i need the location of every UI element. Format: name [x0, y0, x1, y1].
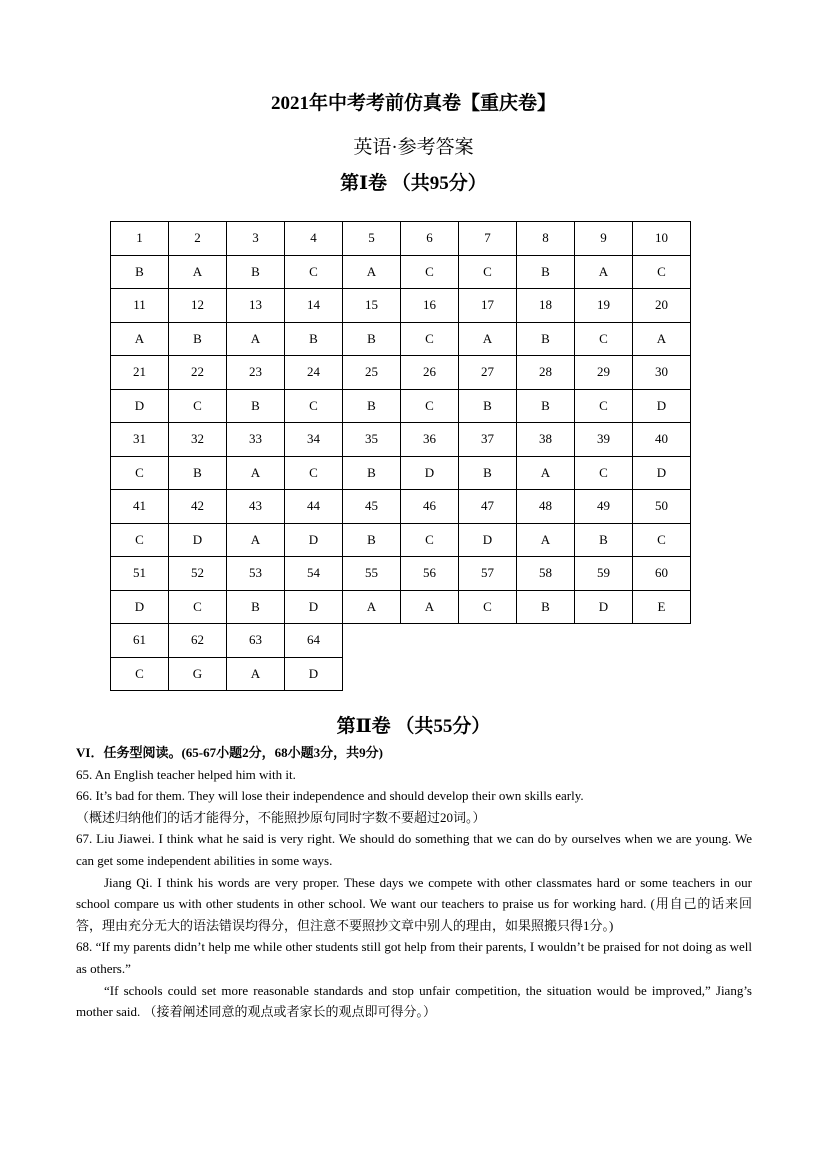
question-number-cell: 22: [169, 356, 227, 390]
question-number-cell: 30: [633, 356, 691, 390]
question-number-cell: 38: [517, 423, 575, 457]
question-number-row: [111, 557, 691, 591]
answer-cell: C: [285, 389, 343, 423]
answer-cell: B: [575, 523, 633, 557]
question-number-cell: 64: [285, 624, 343, 658]
question-number-cell: 10: [633, 222, 691, 256]
question-number-cell: 54: [285, 557, 343, 591]
answer-cell: C: [575, 456, 633, 490]
question-number-cell: 39: [575, 423, 633, 457]
question-number-cell: 24: [285, 356, 343, 390]
question-number-cell: 20: [633, 289, 691, 323]
answer-cell: C: [459, 590, 517, 624]
question-number-cell: 55: [343, 557, 401, 591]
answer-row: [111, 523, 691, 557]
answer-cell: B: [227, 590, 285, 624]
answer-cell: B: [169, 456, 227, 490]
answer-cell: B: [459, 456, 517, 490]
question-number-cell: 14: [285, 289, 343, 323]
answer-cell: B: [343, 389, 401, 423]
answer-cell: B: [517, 255, 575, 289]
empty-cell: [401, 624, 459, 658]
question-number-cell: 50: [633, 490, 691, 524]
answer-cell: A: [227, 657, 285, 691]
question-number-cell: 28: [517, 356, 575, 390]
answer-cell: C: [459, 255, 517, 289]
question-number-cell: 19: [575, 289, 633, 323]
question-number-cell: 37: [459, 423, 517, 457]
answer-cell: D: [285, 657, 343, 691]
answer-cell: B: [343, 322, 401, 356]
answer-cell: B: [517, 590, 575, 624]
answer-cell: C: [169, 389, 227, 423]
question-number-row: [111, 222, 691, 256]
question-number-cell: 63: [227, 624, 285, 658]
part-one-heading: 第Ⅰ卷 （共95分）: [340, 173, 487, 194]
question-number-cell: 53: [227, 557, 285, 591]
question-number-row: [111, 423, 691, 457]
question-number-cell: 36: [401, 423, 459, 457]
answer-65: 65. An English teacher helped him with it.: [76, 766, 296, 782]
answer-cell: G: [169, 657, 227, 691]
answer-text: [76, 742, 752, 1023]
answer-cell: D: [575, 590, 633, 624]
question-number-cell: 48: [517, 490, 575, 524]
empty-cell: [575, 657, 633, 691]
answer-cell: A: [517, 523, 575, 557]
question-number-cell: 27: [459, 356, 517, 390]
question-number-cell: 4: [285, 222, 343, 256]
question-number-cell: 43: [227, 490, 285, 524]
question-number-cell: 9: [575, 222, 633, 256]
answer-cell: D: [111, 590, 169, 624]
empty-cell: [459, 624, 517, 658]
answer-cell: C: [401, 322, 459, 356]
answer-cell: D: [633, 456, 691, 490]
answer-row: [111, 657, 691, 691]
question-number-cell: 52: [169, 557, 227, 591]
empty-cell: [517, 624, 575, 658]
answer-cell: C: [111, 657, 169, 691]
question-number-cell: 34: [285, 423, 343, 457]
answer-cell: D: [633, 389, 691, 423]
question-number-cell: 7: [459, 222, 517, 256]
answer-cell: A: [633, 322, 691, 356]
empty-cell: [343, 657, 401, 691]
question-number-cell: 25: [343, 356, 401, 390]
answer-cell: C: [169, 590, 227, 624]
empty-cell: [517, 657, 575, 691]
answer-cell: C: [401, 255, 459, 289]
answer-row: [111, 255, 691, 289]
empty-cell: [401, 657, 459, 691]
answer-cell: C: [285, 255, 343, 289]
question-number-cell: 3: [227, 222, 285, 256]
question-number-cell: 16: [401, 289, 459, 323]
question-number-cell: 42: [169, 490, 227, 524]
answer-cell: A: [169, 255, 227, 289]
question-number-row: [111, 356, 691, 390]
question-number-cell: 21: [111, 356, 169, 390]
answer-cell: E: [633, 590, 691, 624]
question-number-cell: 57: [459, 557, 517, 591]
question-number-cell: 60: [633, 557, 691, 591]
answer-row: [111, 590, 691, 624]
answer-cell: B: [227, 255, 285, 289]
answer-row: [111, 456, 691, 490]
empty-cell: [633, 624, 691, 658]
empty-cell: [343, 624, 401, 658]
question-number-cell: 17: [459, 289, 517, 323]
question-number-cell: 29: [575, 356, 633, 390]
question-number-cell: 62: [169, 624, 227, 658]
answer-68: 68. “If my parents didn’t help me while other students still got help from their parents, I wouldn’t be praised for not doing as well as others.”: [76, 939, 752, 976]
empty-cell: [459, 657, 517, 691]
answer-cell: C: [575, 322, 633, 356]
question-number-cell: 51: [111, 557, 169, 591]
question-number-cell: 2: [169, 222, 227, 256]
answer-67-continued: Jiang Qi. I think his words are very proper. These days we compete with other classmates hard or some teachers in our school compare us with other students in other school. We want our teachers to praise us for working hard. (用自己的话来回答，理由充分无大的语法错误均得分，但注意不要照抄文章中别人的理由，如果照搬只得1分。): [76, 874, 752, 933]
answer-cell: A: [227, 456, 285, 490]
answer-cell: B: [343, 523, 401, 557]
question-number-cell: 26: [401, 356, 459, 390]
question-number-cell: 1: [111, 222, 169, 256]
question-number-row: [111, 289, 691, 323]
answer-68-continued: “If schools could set more reasonable standards and stop unfair competition, the situation would be improved,” Jiang’s mother said. （接着阐述同意的观点或者家长的观点即可得分。）: [76, 982, 752, 1020]
question-number-cell: 47: [459, 490, 517, 524]
question-number-cell: 49: [575, 490, 633, 524]
question-number-cell: 56: [401, 557, 459, 591]
answer-66-note: （概述归纳他们的话才能得分，不能照抄原句同时字数不要超过20词。）: [76, 809, 486, 825]
question-number-cell: 33: [227, 423, 285, 457]
question-number-cell: 44: [285, 490, 343, 524]
answer-cell: C: [401, 389, 459, 423]
answer-cell: C: [111, 523, 169, 557]
question-number-cell: 18: [517, 289, 575, 323]
answer-67: 67. Liu Jiawei. I think what he said is very right. We should do something that we can do by ourselves when we are young. We can get some independent abilities in some ways.: [76, 831, 752, 868]
answer-66: 66. It’s bad for them. They will lose their independence and should develop their own skills early.: [76, 788, 584, 804]
answer-cell: D: [285, 523, 343, 557]
answer-cell: D: [111, 389, 169, 423]
answer-cell: B: [517, 322, 575, 356]
question-number-cell: 40: [633, 423, 691, 457]
question-number-cell: 6: [401, 222, 459, 256]
question-number-cell: 61: [111, 624, 169, 658]
answer-cell: B: [517, 389, 575, 423]
answer-cell: A: [459, 322, 517, 356]
question-number-cell: 5: [343, 222, 401, 256]
question-number-cell: 46: [401, 490, 459, 524]
question-number-cell: 41: [111, 490, 169, 524]
part-two-heading: 第Ⅱ卷 （共55分）: [336, 716, 491, 737]
answer-row: [111, 389, 691, 423]
answer-cell: A: [401, 590, 459, 624]
answer-cell: C: [633, 255, 691, 289]
question-number-cell: 15: [343, 289, 401, 323]
answer-cell: A: [575, 255, 633, 289]
answer-cell: A: [343, 590, 401, 624]
question-number-cell: 45: [343, 490, 401, 524]
answer-cell: D: [401, 456, 459, 490]
answer-cell: B: [459, 389, 517, 423]
answer-cell: C: [633, 523, 691, 557]
document-title: 2021年中考考前仿真卷【重庆卷】: [270, 93, 556, 114]
question-number-cell: 13: [227, 289, 285, 323]
question-number-cell: 11: [111, 289, 169, 323]
answer-cell: C: [111, 456, 169, 490]
document-subtitle: 英语·参考答案: [353, 137, 474, 158]
answer-cell: D: [459, 523, 517, 557]
answer-cell: A: [517, 456, 575, 490]
answer-cell: B: [285, 322, 343, 356]
answer-cell: C: [285, 456, 343, 490]
question-number-cell: 12: [169, 289, 227, 323]
section-heading: VI．任务型阅读。(65-67小题2分，68小题3分，共9分): [76, 745, 383, 760]
answer-cell: C: [575, 389, 633, 423]
answer-table: [110, 221, 691, 691]
answer-cell: B: [343, 456, 401, 490]
answer-row: [111, 322, 691, 356]
answer-cell: A: [227, 322, 285, 356]
answer-cell: C: [401, 523, 459, 557]
question-number-cell: 23: [227, 356, 285, 390]
question-number-row: [111, 624, 691, 658]
question-number-row: [111, 490, 691, 524]
empty-cell: [575, 624, 633, 658]
answer-cell: A: [111, 322, 169, 356]
question-number-cell: 59: [575, 557, 633, 591]
question-number-cell: 31: [111, 423, 169, 457]
answer-cell: B: [227, 389, 285, 423]
question-number-cell: 8: [517, 222, 575, 256]
question-number-cell: 58: [517, 557, 575, 591]
answer-cell: A: [343, 255, 401, 289]
question-number-cell: 32: [169, 423, 227, 457]
answer-cell: D: [285, 590, 343, 624]
question-number-cell: 35: [343, 423, 401, 457]
empty-cell: [633, 657, 691, 691]
answer-cell: B: [111, 255, 169, 289]
answer-cell: D: [169, 523, 227, 557]
answer-cell: B: [169, 322, 227, 356]
answer-cell: A: [227, 523, 285, 557]
